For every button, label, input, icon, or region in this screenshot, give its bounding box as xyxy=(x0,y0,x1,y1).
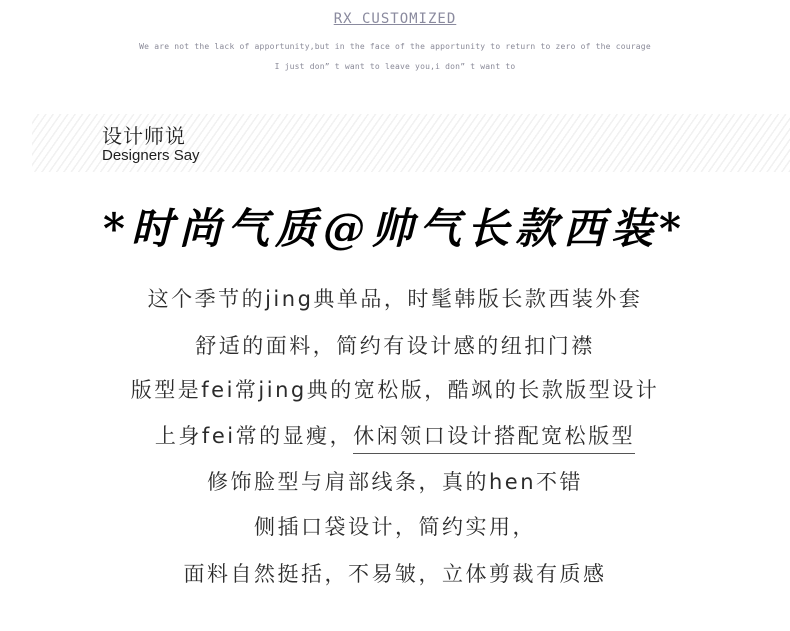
description-line-1: 这个季节的jing典单品，时髦韩版长款西装外套 xyxy=(147,287,643,311)
tagline-line-2: I just don” t want to leave you,i don” t want to xyxy=(274,62,516,71)
description-line-5: 修饰脸型与肩部线条，真的hen不错 xyxy=(206,470,584,494)
description-line-7: 面料自然挺括，不易皱，立体剪裁有质感 xyxy=(183,562,607,586)
description-line-4-underlined: 休闲领口设计搭配宽松版型 xyxy=(353,424,635,454)
tagline-line-1: We are not the lack of apportunity,but in the face of the apportunity to return to zero of the courage xyxy=(139,42,651,51)
description-line-6: 侧插口袋设计，简约实用， xyxy=(254,515,536,539)
section-title-en: Designers Say xyxy=(102,147,200,164)
brand-title: RX CUSTOMIZED xyxy=(333,11,457,27)
description-line-3: 版型是fei常jing典的宽松版，酷飒的长款版型设计 xyxy=(130,378,660,402)
product-headline: *时尚气质@帅气长款西装* xyxy=(103,204,687,253)
description-line-4-start: 上身fei常的显瘦， xyxy=(154,424,354,448)
description-line-2: 舒适的面料，简约有设计感的纽扣门襟 xyxy=(195,334,595,358)
description-line-4 xyxy=(0,420,790,450)
section-title-cn: 设计师说 xyxy=(102,124,186,148)
